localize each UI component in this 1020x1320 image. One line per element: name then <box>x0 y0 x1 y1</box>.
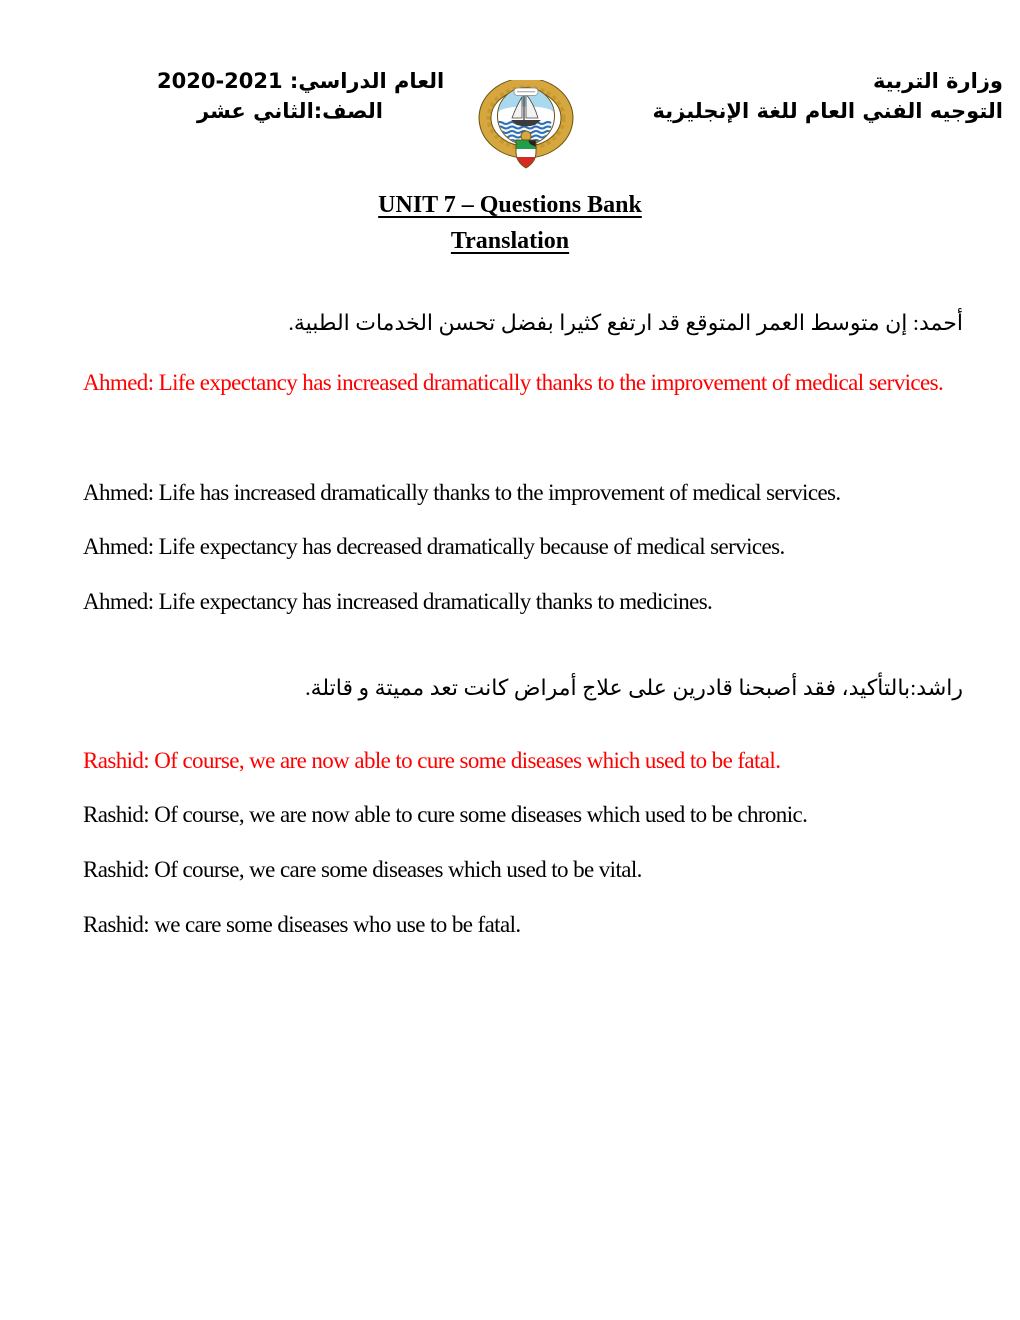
question-2-option: Rashid: Of course, we are now able to cure some diseases which used to be chronic. <box>83 802 808 827</box>
kuwait-coat-of-arms-icon <box>478 80 574 172</box>
question-2-arabic-prompt: راشد:بالتأكيد، فقد أصبحنا قادرين على علاج أمراض كانت تعد مميتة و قاتلة. <box>305 675 963 700</box>
title-line-section: Translation <box>450 228 570 254</box>
question-1-correct-answer: Ahmed: Life expectancy has increased dramatically thanks to the improvement of medical services. <box>83 370 944 395</box>
grade-label: الصف:الثاني عشر <box>197 99 383 123</box>
question-1-option: Ahmed: Life has increased dramatically thanks to the improvement of medical services. <box>83 480 841 505</box>
document-title <box>0 187 1020 259</box>
header-right-block <box>653 66 1003 126</box>
title-line-unit: UNIT 7 – Questions Bank <box>378 192 642 218</box>
question-2-option: Rashid: we care some diseases who use to be fatal. <box>83 912 521 937</box>
question-1-option: Ahmed: Life expectancy has increased dramatically thanks to medicines. <box>83 589 713 614</box>
supervision-label: التوجيه الفني العام للغة الإنجليزية <box>652 99 1003 123</box>
question-2-option: Rashid: Of course, we care some diseases which used to be vital. <box>83 857 642 882</box>
question-1-arabic-prompt: أحمد: إن متوسط العمر المتوقع قد ارتفع كثيرا بفضل تحسن الخدمات الطبية. <box>288 310 963 335</box>
question-1-option: Ahmed: Life expectancy has decreased dramatically because of medical services. <box>83 534 785 559</box>
question-2-correct-answer: Rashid: Of course, we are now able to cure some diseases which used to be fatal. <box>83 748 781 773</box>
header-left-block <box>157 66 444 126</box>
academic-year-label: العام الدراسي: 2021-2020 <box>157 69 445 93</box>
ministry-label: وزارة التربية <box>872 69 1003 93</box>
